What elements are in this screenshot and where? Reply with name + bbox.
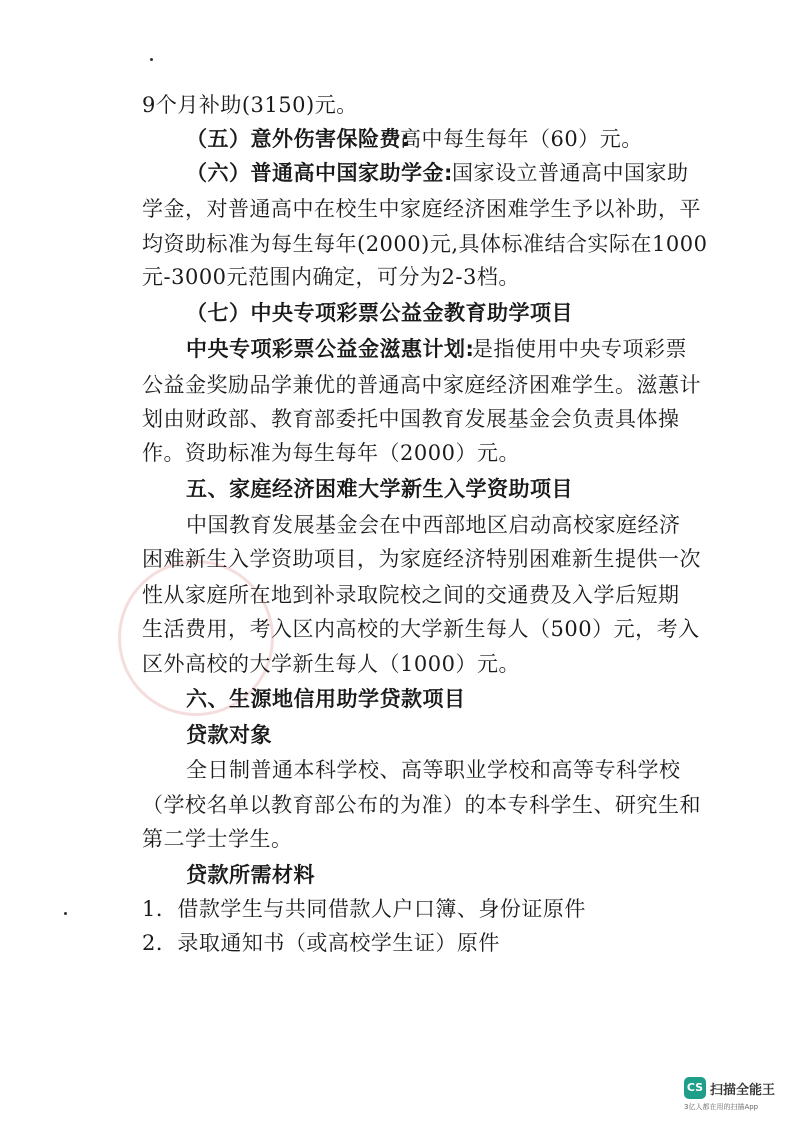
body-line: 第二学士学生。 <box>142 827 293 851</box>
body-line: （学校名单以教育部公布的为准）的本专科学生、研究生和 <box>142 793 701 817</box>
body-line: 区外高校的大学新生每人（1000）元。 <box>142 652 520 676</box>
speck <box>150 58 153 61</box>
section-heading-5: （五）意外伤害保险费: <box>186 127 410 151</box>
body-line: 均资助标准为每生每年(2000)元,具体标准结合实际在1000 <box>142 232 708 256</box>
body-line: 公益金奖励品学兼优的普通高中家庭经济困难学生。滋蕙计 <box>142 373 701 397</box>
chapter-heading-5: 五、家庭经济困难大学新生入学资助项目 <box>186 477 573 501</box>
watermark-tagline: 3亿人都在用的扫描App <box>684 1103 759 1111</box>
body-line: 性从家庭所在地到补录取院校之间的交通费及入学后短期 <box>142 583 680 607</box>
body-line: 全日制普通本科学校、高等职业学校和高等专科学校 <box>186 758 681 782</box>
body-line: 元-3000元范围内确定，可分为2-3档。 <box>142 265 520 289</box>
body-line: 高中每生每年（60）元。 <box>400 127 643 151</box>
body-line: 是指使用中央专项彩票 <box>472 337 687 361</box>
body-line: 划由财政部、教育部委托中国教育发展基金会负责具体操 <box>142 407 680 431</box>
plan-heading: 中央专项彩票公益金滋惠计划: <box>186 337 475 361</box>
camscanner-logo-icon: CS <box>684 1077 706 1099</box>
subheading-materials: 贷款所需材料 <box>186 863 315 887</box>
body-line: 作。资助标准为每生每年（2000）元。 <box>142 441 520 465</box>
camscanner-watermark <box>684 1077 784 1113</box>
list-item: 2．录取通知书（或高校学生证）原件 <box>142 931 500 955</box>
body-line: 中国教育发展基金会在中西部地区启动高校家庭经济 <box>186 513 681 537</box>
subheading-loan-target: 贷款对象 <box>186 723 272 747</box>
body-line: 困难新生入学资助项目，为家庭经济特别困难新生提供一次 <box>142 547 701 571</box>
chapter-heading-6: 六、生源地信用助学贷款项目 <box>186 687 466 711</box>
section-heading-7: （七）中央专项彩票公益金教育助学项目 <box>186 301 573 325</box>
section-heading-6: （六）普通高中国家助学金: <box>186 161 453 185</box>
body-line: 学金，对普通高中在校生中家庭经济困难学生予以补助，平 <box>142 197 701 221</box>
body-line: 国家设立普通高中国家助 <box>452 161 689 185</box>
body-line: 9个月补助(3150)元。 <box>142 93 358 117</box>
watermark-name: 扫描全能王 <box>710 1083 776 1098</box>
body-line: 生活费用，考入区内高校的大学新生每人（500）元，考入 <box>142 617 700 641</box>
speck <box>64 912 67 915</box>
list-item: 1．借款学生与共同借款人户口簿、身份证原件 <box>142 897 586 921</box>
